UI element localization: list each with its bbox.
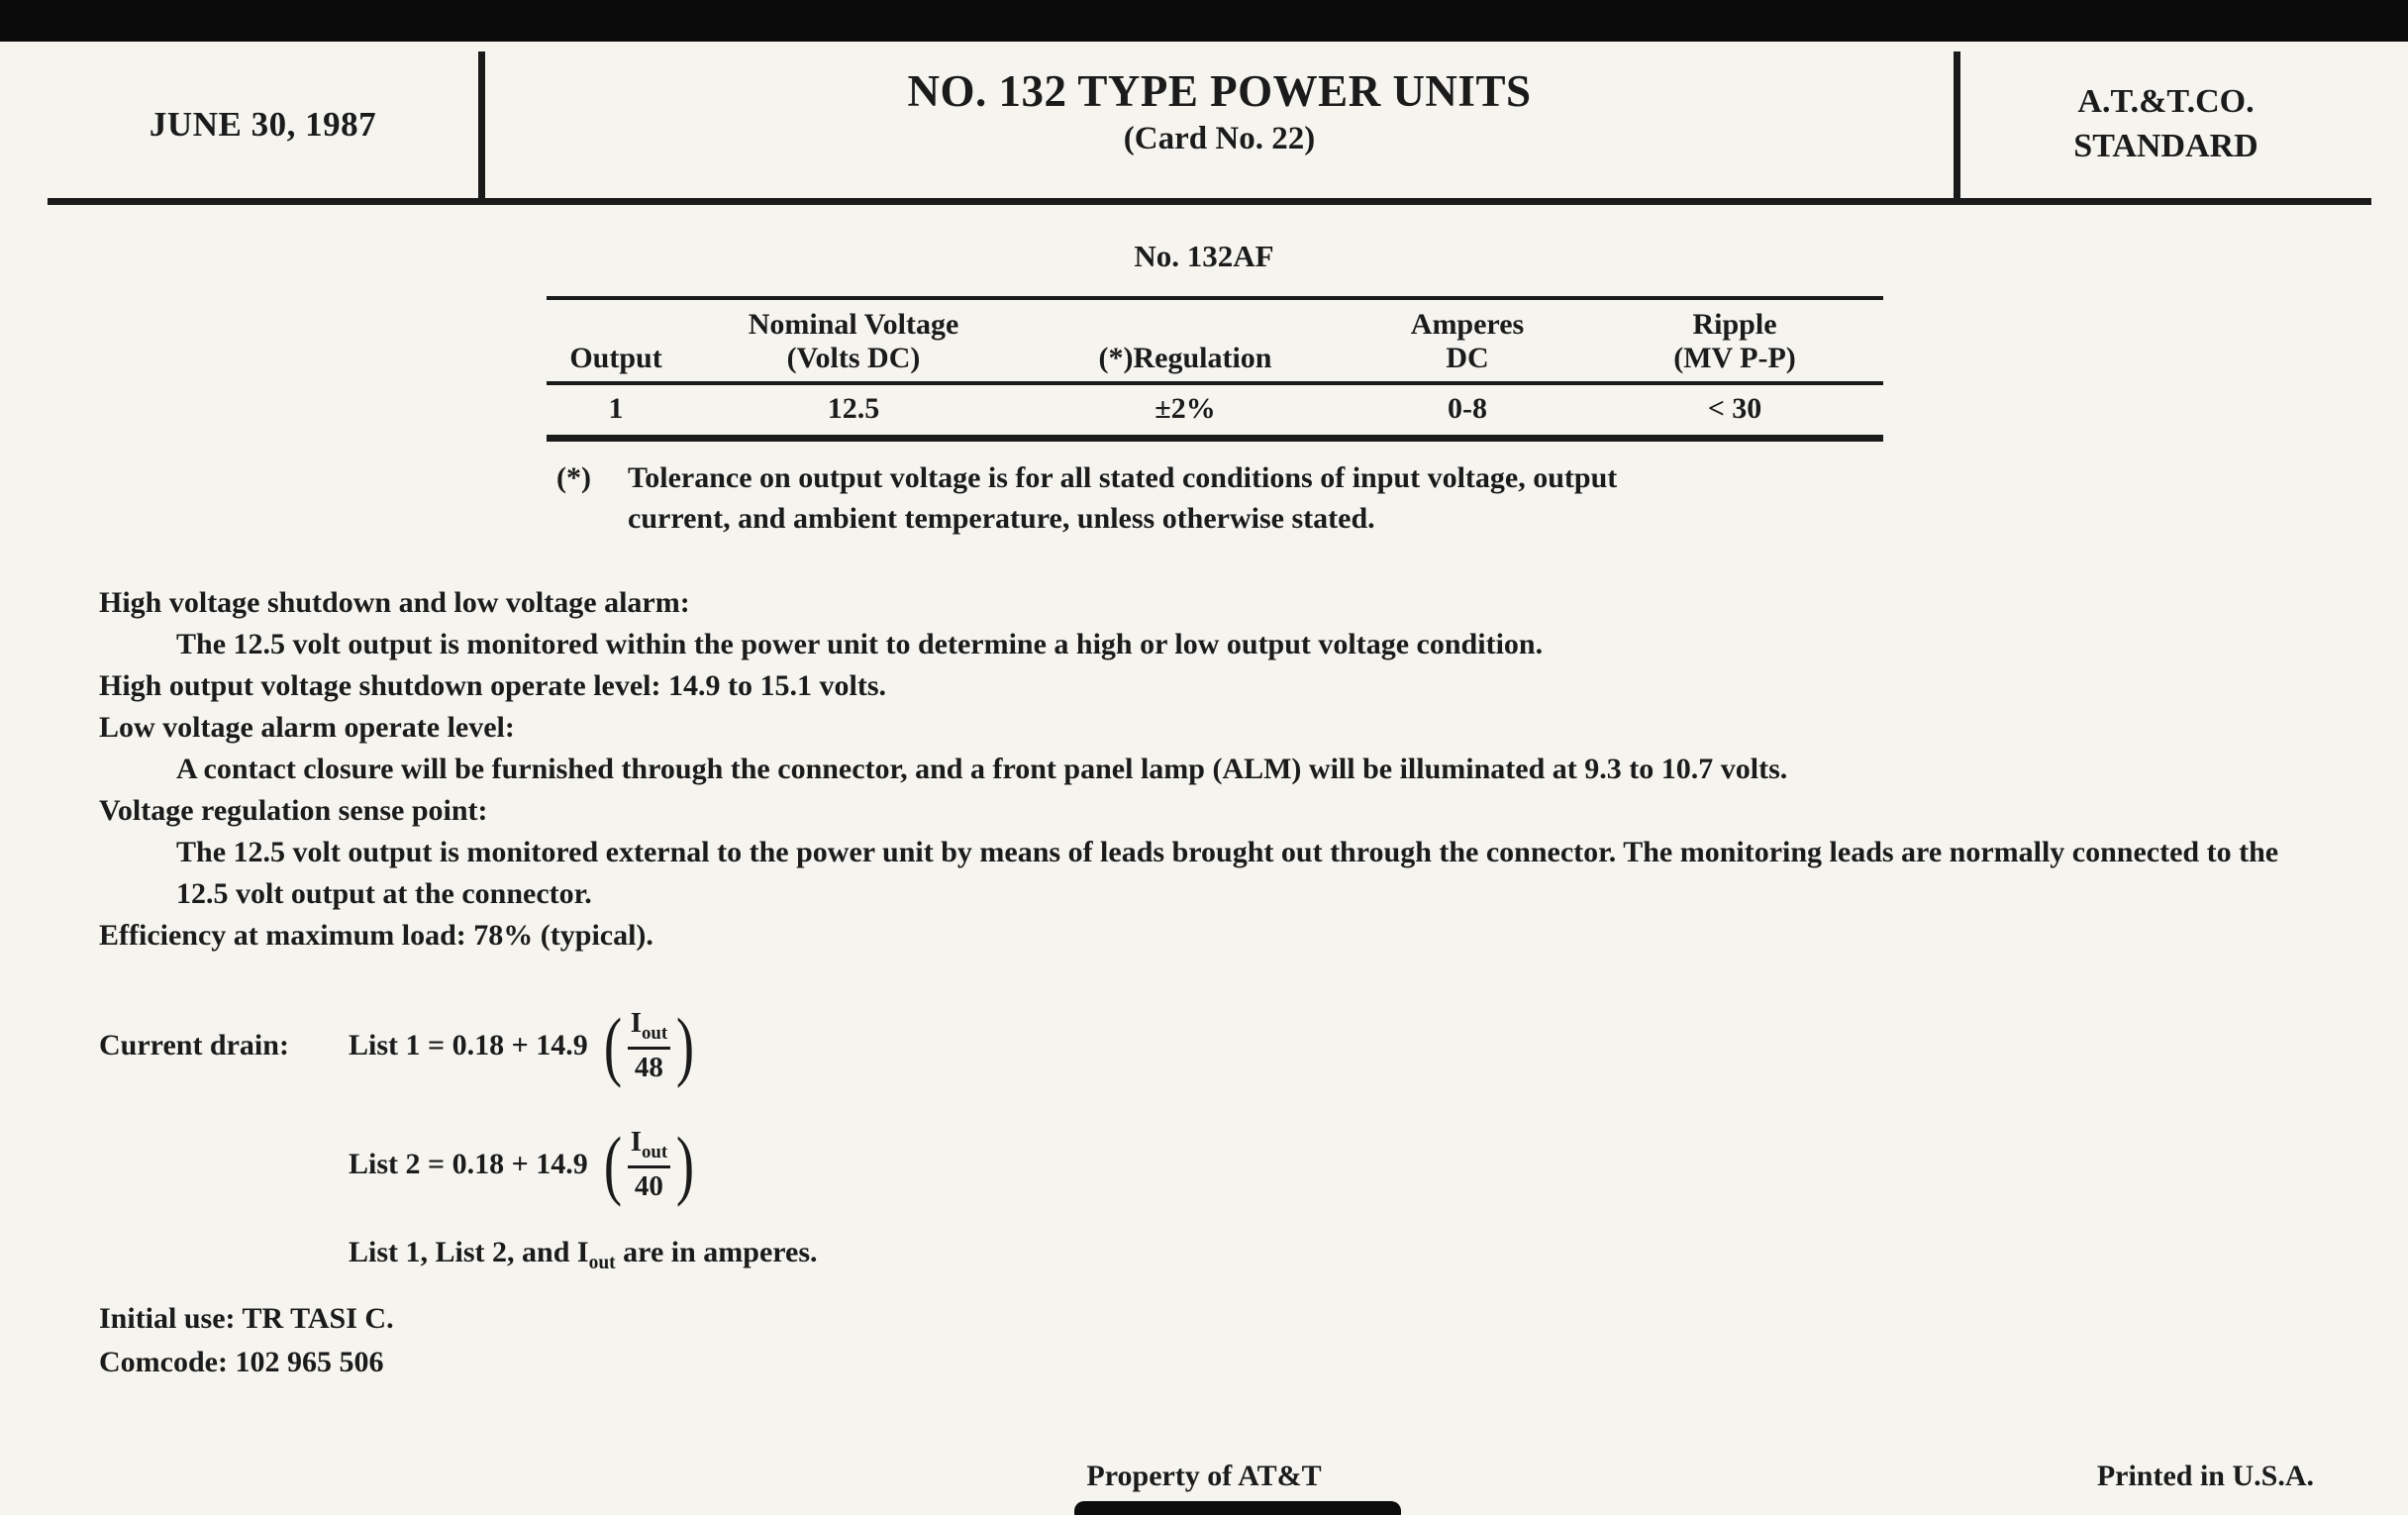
- formula-list-2: List 2 = 0.18 + 14.9 ( $\frac{I_{out}}{40}$ ): [349, 1120, 695, 1207]
- formula-row-2: [99, 1117, 2309, 1212]
- header-rule: [48, 198, 2371, 205]
- document-subtitle: (Card No. 22): [1123, 121, 1316, 156]
- table-data-row: [547, 383, 1883, 439]
- header-divider-right: [1954, 51, 1960, 198]
- header-right: [1960, 51, 2371, 198]
- body-line: Low voltage alarm operate level:: [99, 711, 515, 744]
- table-header-row: [547, 298, 1883, 383]
- formula-list-1: List 1 = 0.18 + 14.9 ( $\frac{I_{out}}{48}$ ): [349, 1001, 695, 1088]
- body-line: Voltage regulation sense point:: [99, 794, 488, 827]
- col-header-nominal-voltage: Nominal Voltage (Volts DC): [748, 308, 959, 374]
- body-line: The 12.5 volt output is monitored external to the power unit by means of leads brought out through the connector. The monitoring leads are normally connected to the 12.5 volt output at the connector.: [176, 836, 2279, 910]
- scan-artifact-bottom: [1074, 1501, 1401, 1515]
- col-header-amperes: Amperes DC: [1410, 308, 1525, 374]
- document-header: [48, 51, 2371, 198]
- comcode: Comcode: 102 965 506: [99, 1346, 384, 1378]
- initial-use: Initial use: TR TASI C.: [99, 1302, 394, 1335]
- scan-artifact-top: [0, 0, 2408, 42]
- document-title: NO. 132 TYPE POWER UNITS: [907, 66, 1532, 116]
- body-line: High voltage shutdown and low voltage alarm:: [99, 586, 690, 619]
- body-line: High output voltage shutdown operate level: 14.9 to 15.1 volts.: [99, 669, 886, 702]
- current-drain-section: [99, 998, 2309, 1274]
- fraction: $\frac{I_{out}}{48}$: [628, 1007, 670, 1084]
- close-paren: ): [676, 1001, 695, 1088]
- cell-output: 1: [608, 392, 624, 425]
- header-divider-left: [478, 51, 485, 198]
- col-header-output: Output: [569, 342, 662, 374]
- property-notice: Property of AT&T: [1086, 1460, 1322, 1492]
- issue-date: JUNE 30, 1987: [149, 105, 377, 144]
- org-name: A.T.&T.CO.: [2077, 83, 2255, 121]
- cell-ripple: < 30: [1707, 392, 1762, 425]
- open-paren: (: [603, 1120, 622, 1207]
- footnote-marker: (*): [556, 461, 591, 494]
- standard-label: STANDARD: [2073, 128, 2258, 164]
- cell-regulation: ±2%: [1154, 392, 1216, 425]
- spec-table: [547, 296, 1883, 442]
- body-line: The 12.5 volt output is monitored within the power unit to determine a high or low output voltage condition.: [176, 628, 1544, 660]
- header-center: [485, 51, 1954, 198]
- open-paren: (: [603, 1001, 622, 1088]
- current-drain-label: Current drain:: [99, 1029, 289, 1061]
- model-number: No. 132AF: [1134, 239, 1274, 273]
- body-line: Efficiency at maximum load: 78% (typical).: [99, 919, 653, 952]
- cell-amperes: 0-8: [1448, 392, 1487, 425]
- table-footnote: [556, 457, 2309, 539]
- formula-note: List 1, List 2, and $I_{out}$ are in amperes.: [349, 1236, 818, 1273]
- close-paren: ): [676, 1120, 695, 1207]
- specification-text: [99, 582, 2309, 957]
- printed-in: Printed in U.S.A.: [2096, 1460, 2314, 1492]
- footnote-text: Tolerance on output voltage is for all stated conditions of input voltage, output current, and ambient temperature, unless otherwise stated.: [628, 461, 1618, 535]
- fraction: $\frac{I_{out}}{40}$: [628, 1126, 670, 1203]
- cell-nominal-voltage: 12.5: [827, 392, 880, 425]
- document-body: [0, 205, 2408, 1379]
- col-header-ripple: Ripple (MV P-P): [1673, 308, 1796, 374]
- formula-row-1: [99, 998, 2309, 1093]
- body-line: A contact closure will be furnished through the connector, and a front panel lamp (ALM) will be illuminated at 9.3 to 10.7 volts.: [176, 753, 1788, 785]
- col-header-regulation: (*)Regulation: [1098, 342, 1272, 374]
